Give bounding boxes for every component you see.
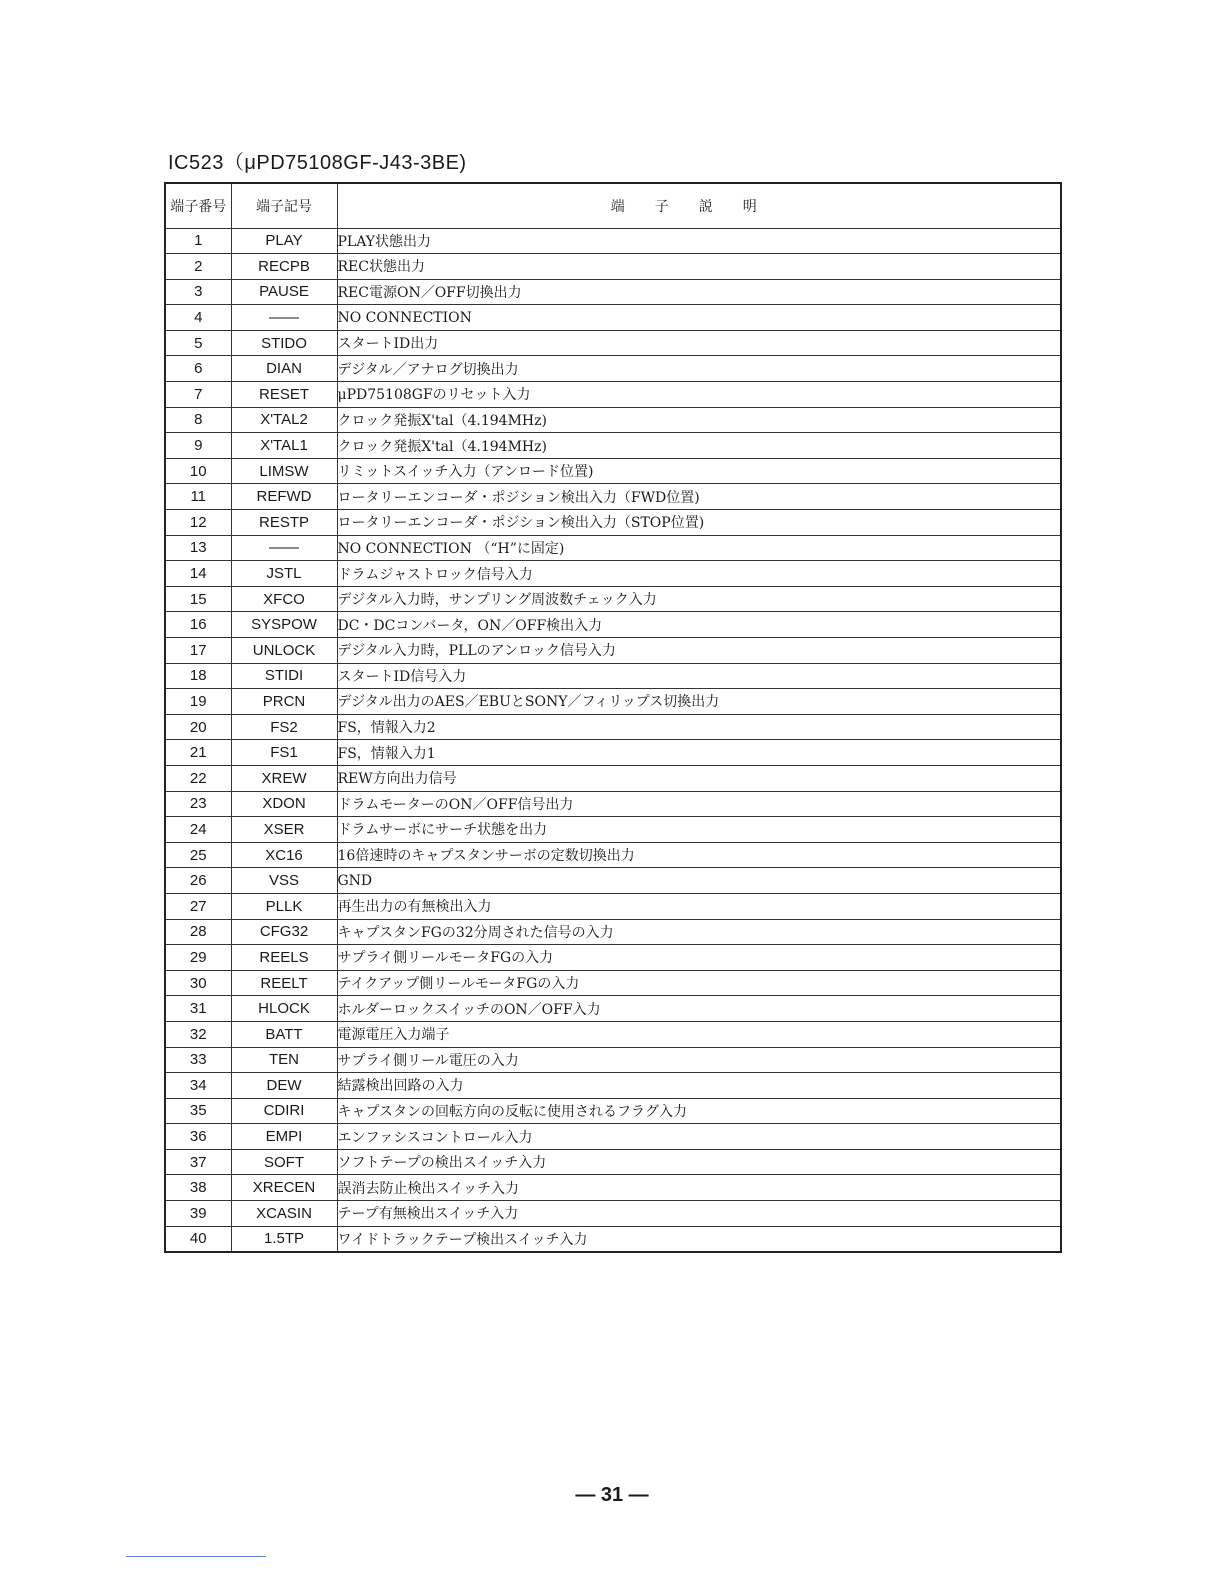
- pin-number-cell: 18: [165, 663, 231, 689]
- pin-number-cell: 36: [165, 1124, 231, 1150]
- pin-symbol-cell: RESET: [231, 382, 337, 408]
- table-row: [165, 586, 1061, 612]
- pin-description-cell: 16倍速時のキャプスタンサーボの定数切換出力: [337, 842, 1061, 868]
- pin-symbol-cell: FS1: [231, 740, 337, 766]
- pin-number-cell: 22: [165, 765, 231, 791]
- pin-number-cell: 39: [165, 1201, 231, 1227]
- pin-description-cell: μPD75108GFのリセット入力: [337, 382, 1061, 408]
- pin-symbol-cell: CDIRI: [231, 1098, 337, 1124]
- table-row: [165, 407, 1061, 433]
- pin-number-cell: 11: [165, 484, 231, 510]
- table-row: [165, 714, 1061, 740]
- pin-description-cell: エンファシスコントロール入力: [337, 1124, 1061, 1150]
- pin-description-cell: ロータリーエンコーダ・ポジション検出入力（STOP位置): [337, 510, 1061, 536]
- pin-symbol-cell: RESTP: [231, 510, 337, 536]
- pin-symbol-cell: UNLOCK: [231, 638, 337, 664]
- pin-number-cell: 33: [165, 1047, 231, 1073]
- pin-number-cell: 14: [165, 561, 231, 587]
- table-row: [165, 484, 1061, 510]
- pin-table: [164, 182, 1062, 1253]
- table-row: [165, 1047, 1061, 1073]
- pin-number-cell: 28: [165, 919, 231, 945]
- pin-number-cell: 1: [165, 228, 231, 254]
- pin-number-cell: 29: [165, 945, 231, 971]
- pin-symbol-cell: SOFT: [231, 1149, 337, 1175]
- table-row: [165, 356, 1061, 382]
- pin-description-cell: クロック発振X'tal（4.194MHz): [337, 407, 1061, 433]
- pin-number-cell: 10: [165, 458, 231, 484]
- pin-symbol-cell: TEN: [231, 1047, 337, 1073]
- divider: [126, 1556, 266, 1557]
- pin-description-cell: ソフトテープの検出スイッチ入力: [337, 1149, 1061, 1175]
- pin-description-cell: デジタル出力のAES／EBUとSONY／フィリップス切換出力: [337, 689, 1061, 715]
- pin-description-cell: FS，情報入力1: [337, 740, 1061, 766]
- header-pin-symbol: 端子記号: [231, 183, 337, 228]
- pin-number-cell: 32: [165, 1021, 231, 1047]
- table-row: [165, 535, 1061, 561]
- pin-description-cell: サプライ側リールモータFGの入力: [337, 945, 1061, 971]
- pin-number-cell: 5: [165, 330, 231, 356]
- pin-symbol-cell: HLOCK: [231, 996, 337, 1022]
- pin-description-cell: ドラムモーターのON／OFF信号出力: [337, 791, 1061, 817]
- pin-symbol-cell: STIDO: [231, 330, 337, 356]
- page-number: — 31 —: [575, 1484, 649, 1506]
- table-row: [165, 1021, 1061, 1047]
- table-row: [165, 305, 1061, 331]
- table-row: [165, 842, 1061, 868]
- pin-symbol-cell: LIMSW: [231, 458, 337, 484]
- pin-description-cell: テイクアップ側リールモータFGの入力: [337, 970, 1061, 996]
- pin-symbol-cell: SYSPOW: [231, 612, 337, 638]
- pin-symbol-cell: PLAY: [231, 228, 337, 254]
- pin-number-cell: 40: [165, 1226, 231, 1252]
- pin-description-cell: ワイドトラックテープ検出スイッチ入力: [337, 1226, 1061, 1252]
- table-row: [165, 228, 1061, 254]
- pin-number-cell: 13: [165, 535, 231, 561]
- table-row: [165, 893, 1061, 919]
- pin-description-cell: REC電源ON／OFF切換出力: [337, 279, 1061, 305]
- table-row: [165, 1124, 1061, 1150]
- table-row: [165, 919, 1061, 945]
- pin-description-cell: DC・DCコンバータ，ON／OFF検出入力: [337, 612, 1061, 638]
- pin-symbol-cell: FS2: [231, 714, 337, 740]
- pin-number-cell: 17: [165, 638, 231, 664]
- pin-description-cell: NO CONNECTION （“H”に固定): [337, 535, 1061, 561]
- pin-number-cell: 27: [165, 893, 231, 919]
- pin-description-cell: GND: [337, 868, 1061, 894]
- pin-description-cell: 誤消去防止検出スイッチ入力: [337, 1175, 1061, 1201]
- pin-symbol-cell: PLLK: [231, 893, 337, 919]
- pin-number-cell: 24: [165, 817, 231, 843]
- table-row: [165, 433, 1061, 459]
- table-row: [165, 945, 1061, 971]
- pin-description-cell: 結露検出回路の入力: [337, 1073, 1061, 1099]
- pin-description-cell: PLAY状態出力: [337, 228, 1061, 254]
- pin-number-cell: 34: [165, 1073, 231, 1099]
- pin-symbol-cell: DIAN: [231, 356, 337, 382]
- table-row: [165, 382, 1061, 408]
- table-row: [165, 689, 1061, 715]
- table-row: [165, 1073, 1061, 1099]
- pin-symbol-cell: STIDI: [231, 663, 337, 689]
- table-row: [165, 254, 1061, 280]
- pin-symbol-cell: XREW: [231, 765, 337, 791]
- pin-description-cell: キャプスタンFGの32分周された信号の入力: [337, 919, 1061, 945]
- pin-number-cell: 35: [165, 1098, 231, 1124]
- pin-description-cell: ホルダーロックスイッチのON／OFF入力: [337, 996, 1061, 1022]
- pin-symbol-cell: X'TAL2: [231, 407, 337, 433]
- pin-number-cell: 12: [165, 510, 231, 536]
- table-body: [165, 228, 1061, 1252]
- pin-description-cell: キャプスタンの回転方向の反転に使用されるフラグ入力: [337, 1098, 1061, 1124]
- pin-description-cell: リミットスイッチ入力（アンロード位置): [337, 458, 1061, 484]
- pin-number-cell: 21: [165, 740, 231, 766]
- table-header-row: [165, 183, 1061, 228]
- pin-number-cell: 25: [165, 842, 231, 868]
- table-row: [165, 510, 1061, 536]
- pin-symbol-cell: XRECEN: [231, 1175, 337, 1201]
- pin-symbol-cell: CFG32: [231, 919, 337, 945]
- pin-description-cell: デジタル入力時，サンプリング周波数チェック入力: [337, 586, 1061, 612]
- table-row: [165, 970, 1061, 996]
- pin-description-cell: スタートID出力: [337, 330, 1061, 356]
- pin-description-cell: ロータリーエンコーダ・ポジション検出入力（FWD位置): [337, 484, 1061, 510]
- header-description: 端子説明: [337, 183, 1061, 228]
- pin-symbol-cell: JSTL: [231, 561, 337, 587]
- pin-description-cell: サプライ側リール電圧の入力: [337, 1047, 1061, 1073]
- pin-symbol-cell: XCASIN: [231, 1201, 337, 1227]
- pin-symbol-cell: REELS: [231, 945, 337, 971]
- table-row: [165, 561, 1061, 587]
- pin-number-cell: 26: [165, 868, 231, 894]
- pin-description-cell: デジタル／アナログ切換出力: [337, 356, 1061, 382]
- pin-symbol-cell: XC16: [231, 842, 337, 868]
- pin-symbol-cell: PRCN: [231, 689, 337, 715]
- pin-description-cell: クロック発振X'tal（4.194MHz): [337, 433, 1061, 459]
- pin-symbol-cell: EMPI: [231, 1124, 337, 1150]
- page-title: IC523（μPD75108GF-J43-3BE): [168, 152, 467, 174]
- pin-description-cell: NO CONNECTION: [337, 305, 1061, 331]
- pin-number-cell: 20: [165, 714, 231, 740]
- table-row: [165, 663, 1061, 689]
- table-row: [165, 279, 1061, 305]
- table-row: [165, 1175, 1061, 1201]
- pin-description-cell: REW方向出力信号: [337, 765, 1061, 791]
- pin-symbol-cell: VSS: [231, 868, 337, 894]
- pin-symbol-cell: 1.5TP: [231, 1226, 337, 1252]
- pin-symbol-cell: RECPB: [231, 254, 337, 280]
- pin-description-cell: 電源電圧入力端子: [337, 1021, 1061, 1047]
- pin-symbol-cell: PAUSE: [231, 279, 337, 305]
- table-row: [165, 612, 1061, 638]
- pin-description-cell: FS，情報入力2: [337, 714, 1061, 740]
- table-row: [165, 791, 1061, 817]
- pin-symbol-cell: ——: [231, 535, 337, 561]
- pin-description-cell: ドラムサーボにサーチ状態を出力: [337, 817, 1061, 843]
- pin-description-cell: ドラムジャストロック信号入力: [337, 561, 1061, 587]
- pin-number-cell: 2: [165, 254, 231, 280]
- pin-description-cell: デジタル入力時，PLLのアンロック信号入力: [337, 638, 1061, 664]
- pin-symbol-cell: XSER: [231, 817, 337, 843]
- pin-number-cell: 3: [165, 279, 231, 305]
- pin-description-cell: REC状態出力: [337, 254, 1061, 280]
- table-row: [165, 458, 1061, 484]
- table-row: [165, 1098, 1061, 1124]
- pin-number-cell: 9: [165, 433, 231, 459]
- pin-number-cell: 8: [165, 407, 231, 433]
- pin-symbol-cell: BATT: [231, 1021, 337, 1047]
- pin-number-cell: 37: [165, 1149, 231, 1175]
- table-row: [165, 765, 1061, 791]
- table-row: [165, 740, 1061, 766]
- pin-number-cell: 38: [165, 1175, 231, 1201]
- pin-number-cell: 6: [165, 356, 231, 382]
- pin-symbol-cell: X'TAL1: [231, 433, 337, 459]
- pin-number-cell: 7: [165, 382, 231, 408]
- pin-number-cell: 15: [165, 586, 231, 612]
- pin-symbol-cell: ——: [231, 305, 337, 331]
- table-row: [165, 1201, 1061, 1227]
- pin-description-cell: 再生出力の有無検出入力: [337, 893, 1061, 919]
- table-row: [165, 638, 1061, 664]
- table-row: [165, 868, 1061, 894]
- pin-symbol-cell: XFCO: [231, 586, 337, 612]
- pin-number-cell: 30: [165, 970, 231, 996]
- table-row: [165, 817, 1061, 843]
- pin-number-cell: 31: [165, 996, 231, 1022]
- table-row: [165, 1149, 1061, 1175]
- pin-number-cell: 19: [165, 689, 231, 715]
- table-row: [165, 1226, 1061, 1252]
- pin-number-cell: 4: [165, 305, 231, 331]
- pin-symbol-cell: REFWD: [231, 484, 337, 510]
- pin-symbol-cell: REELT: [231, 970, 337, 996]
- pin-number-cell: 23: [165, 791, 231, 817]
- header-pin-number: 端子番号: [165, 183, 231, 228]
- table-row: [165, 996, 1061, 1022]
- pin-description-cell: スタートID信号入力: [337, 663, 1061, 689]
- pin-symbol-cell: XDON: [231, 791, 337, 817]
- pin-description-cell: テープ有無検出スイッチ入力: [337, 1201, 1061, 1227]
- pin-symbol-cell: DEW: [231, 1073, 337, 1099]
- table-row: [165, 330, 1061, 356]
- pin-number-cell: 16: [165, 612, 231, 638]
